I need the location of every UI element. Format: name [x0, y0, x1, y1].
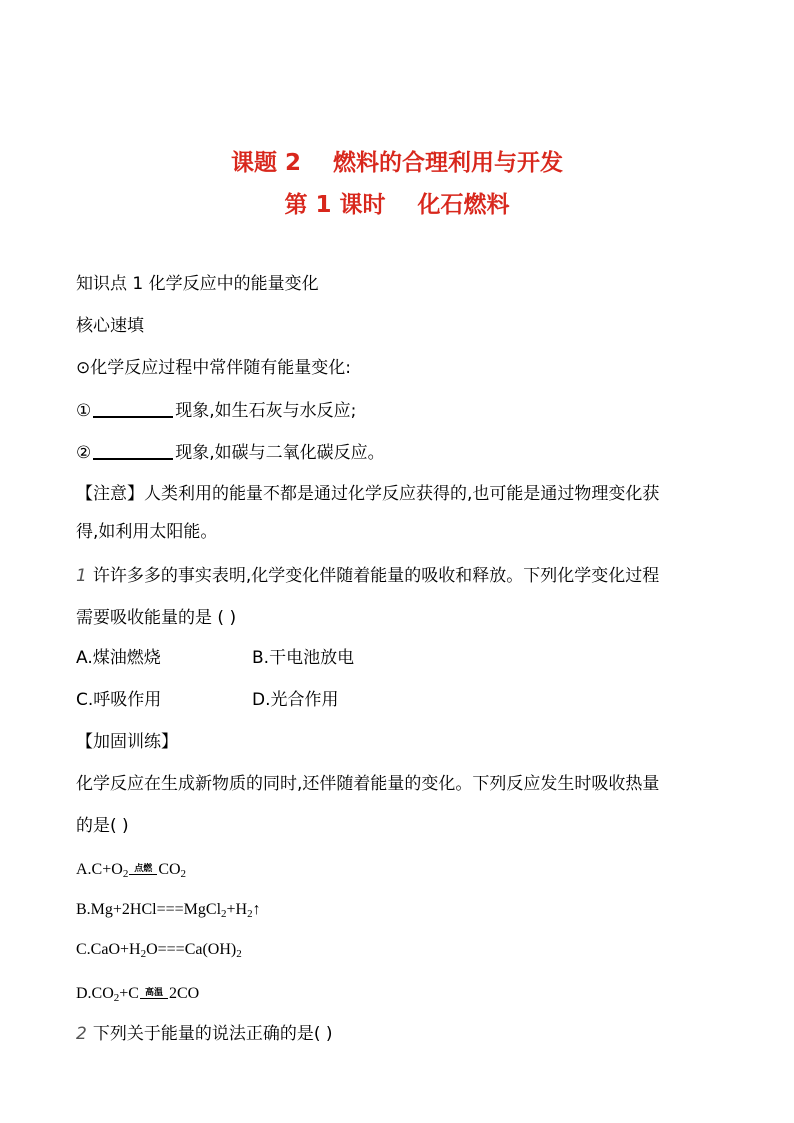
question-1-line-1	[76, 564, 659, 588]
condition-text: 点燃	[134, 864, 153, 874]
fill-text-2: 现象,如碳与二氧化碳反应。	[175, 443, 385, 463]
question-number: 1	[76, 566, 87, 586]
reinforce-label: 【加固训练】	[76, 732, 178, 752]
formula-part: ↑	[252, 901, 261, 918]
reinforce-line-2: 的是( )	[76, 816, 129, 836]
subscript: 2	[113, 992, 120, 1004]
formula-part: +H	[226, 901, 248, 918]
option-a[interactable]: A.煤油燃烧	[76, 648, 161, 668]
note-line-2: 得,如利用太阳能。	[76, 522, 218, 542]
option-d[interactable]: D.光合作用	[252, 690, 339, 710]
reaction-condition	[140, 988, 168, 999]
subscript: 2	[221, 908, 227, 920]
formula-part: D.CO	[76, 985, 114, 1002]
reaction-condition	[129, 864, 157, 875]
question-number: 2	[76, 1024, 87, 1044]
formula-part: +C	[119, 985, 139, 1002]
option-b[interactable]: B.干电池放电	[252, 648, 355, 668]
subscript: 2	[180, 868, 187, 880]
subscript: 2	[122, 868, 129, 880]
question-1-options-row-1	[76, 646, 428, 670]
subscript: 2	[236, 948, 242, 960]
reinforce-option-b[interactable]	[76, 898, 261, 922]
question-1-options-row-2	[76, 688, 428, 712]
intro-text: ⊙化学反应过程中常伴随有能量变化:	[76, 358, 351, 378]
lesson-title: 课题 2 燃料的合理利用与开发	[230, 150, 564, 176]
question-2	[76, 1022, 333, 1046]
question-1-line-2: 需要吸收能量的是 ( )	[76, 608, 237, 628]
reinforce-option-c[interactable]	[76, 938, 242, 962]
lesson-subtitle: 第 1 课时 化石燃料	[284, 192, 510, 218]
question-text: 许许多多的事实表明,化学变化伴随着能量的吸收和释放。下列化学变化过程	[92, 566, 660, 586]
fill-marker-2: ②	[76, 443, 92, 463]
fill-item-2	[76, 440, 385, 465]
reinforce-option-a[interactable]	[76, 858, 186, 882]
condition-text: 高温	[144, 988, 163, 998]
formula-part: CO	[158, 861, 181, 878]
condition-bar	[140, 998, 168, 999]
knowledge-point-heading: 知识点 1 化学反应中的能量变化	[76, 274, 319, 294]
formula-part: B.Mg+2HCl===MgCl	[76, 901, 222, 918]
question-text: 下列关于能量的说法正确的是( )	[92, 1024, 333, 1044]
formula-part: O===Ca(OH)	[146, 941, 237, 958]
option-c[interactable]: C.呼吸作用	[76, 690, 162, 710]
condition-bar	[129, 874, 157, 875]
fill-item-1	[76, 398, 356, 423]
note-line-1: 【注意】人类利用的能量不都是通过化学反应获得的,也可能是通过物理变化获	[76, 484, 660, 504]
fill-marker-1: ①	[76, 401, 92, 421]
answer-blank-1[interactable]	[93, 398, 173, 418]
reinforce-option-d[interactable]	[76, 982, 199, 1006]
subscript: 2	[247, 908, 253, 920]
answer-blank-2[interactable]	[93, 440, 173, 460]
formula-part: C.CaO+H	[76, 941, 141, 958]
formula-part: 2CO	[168, 985, 200, 1002]
reinforce-line-1: 化学反应在生成新物质的同时,还伴随着能量的变化。下列反应发生时吸收热量	[76, 774, 660, 794]
subscript: 2	[140, 948, 147, 960]
fill-text-1: 现象,如生石灰与水反应;	[175, 401, 357, 421]
formula-part: A.C+O	[76, 861, 123, 878]
core-fill-heading: 核心速填	[76, 316, 144, 336]
